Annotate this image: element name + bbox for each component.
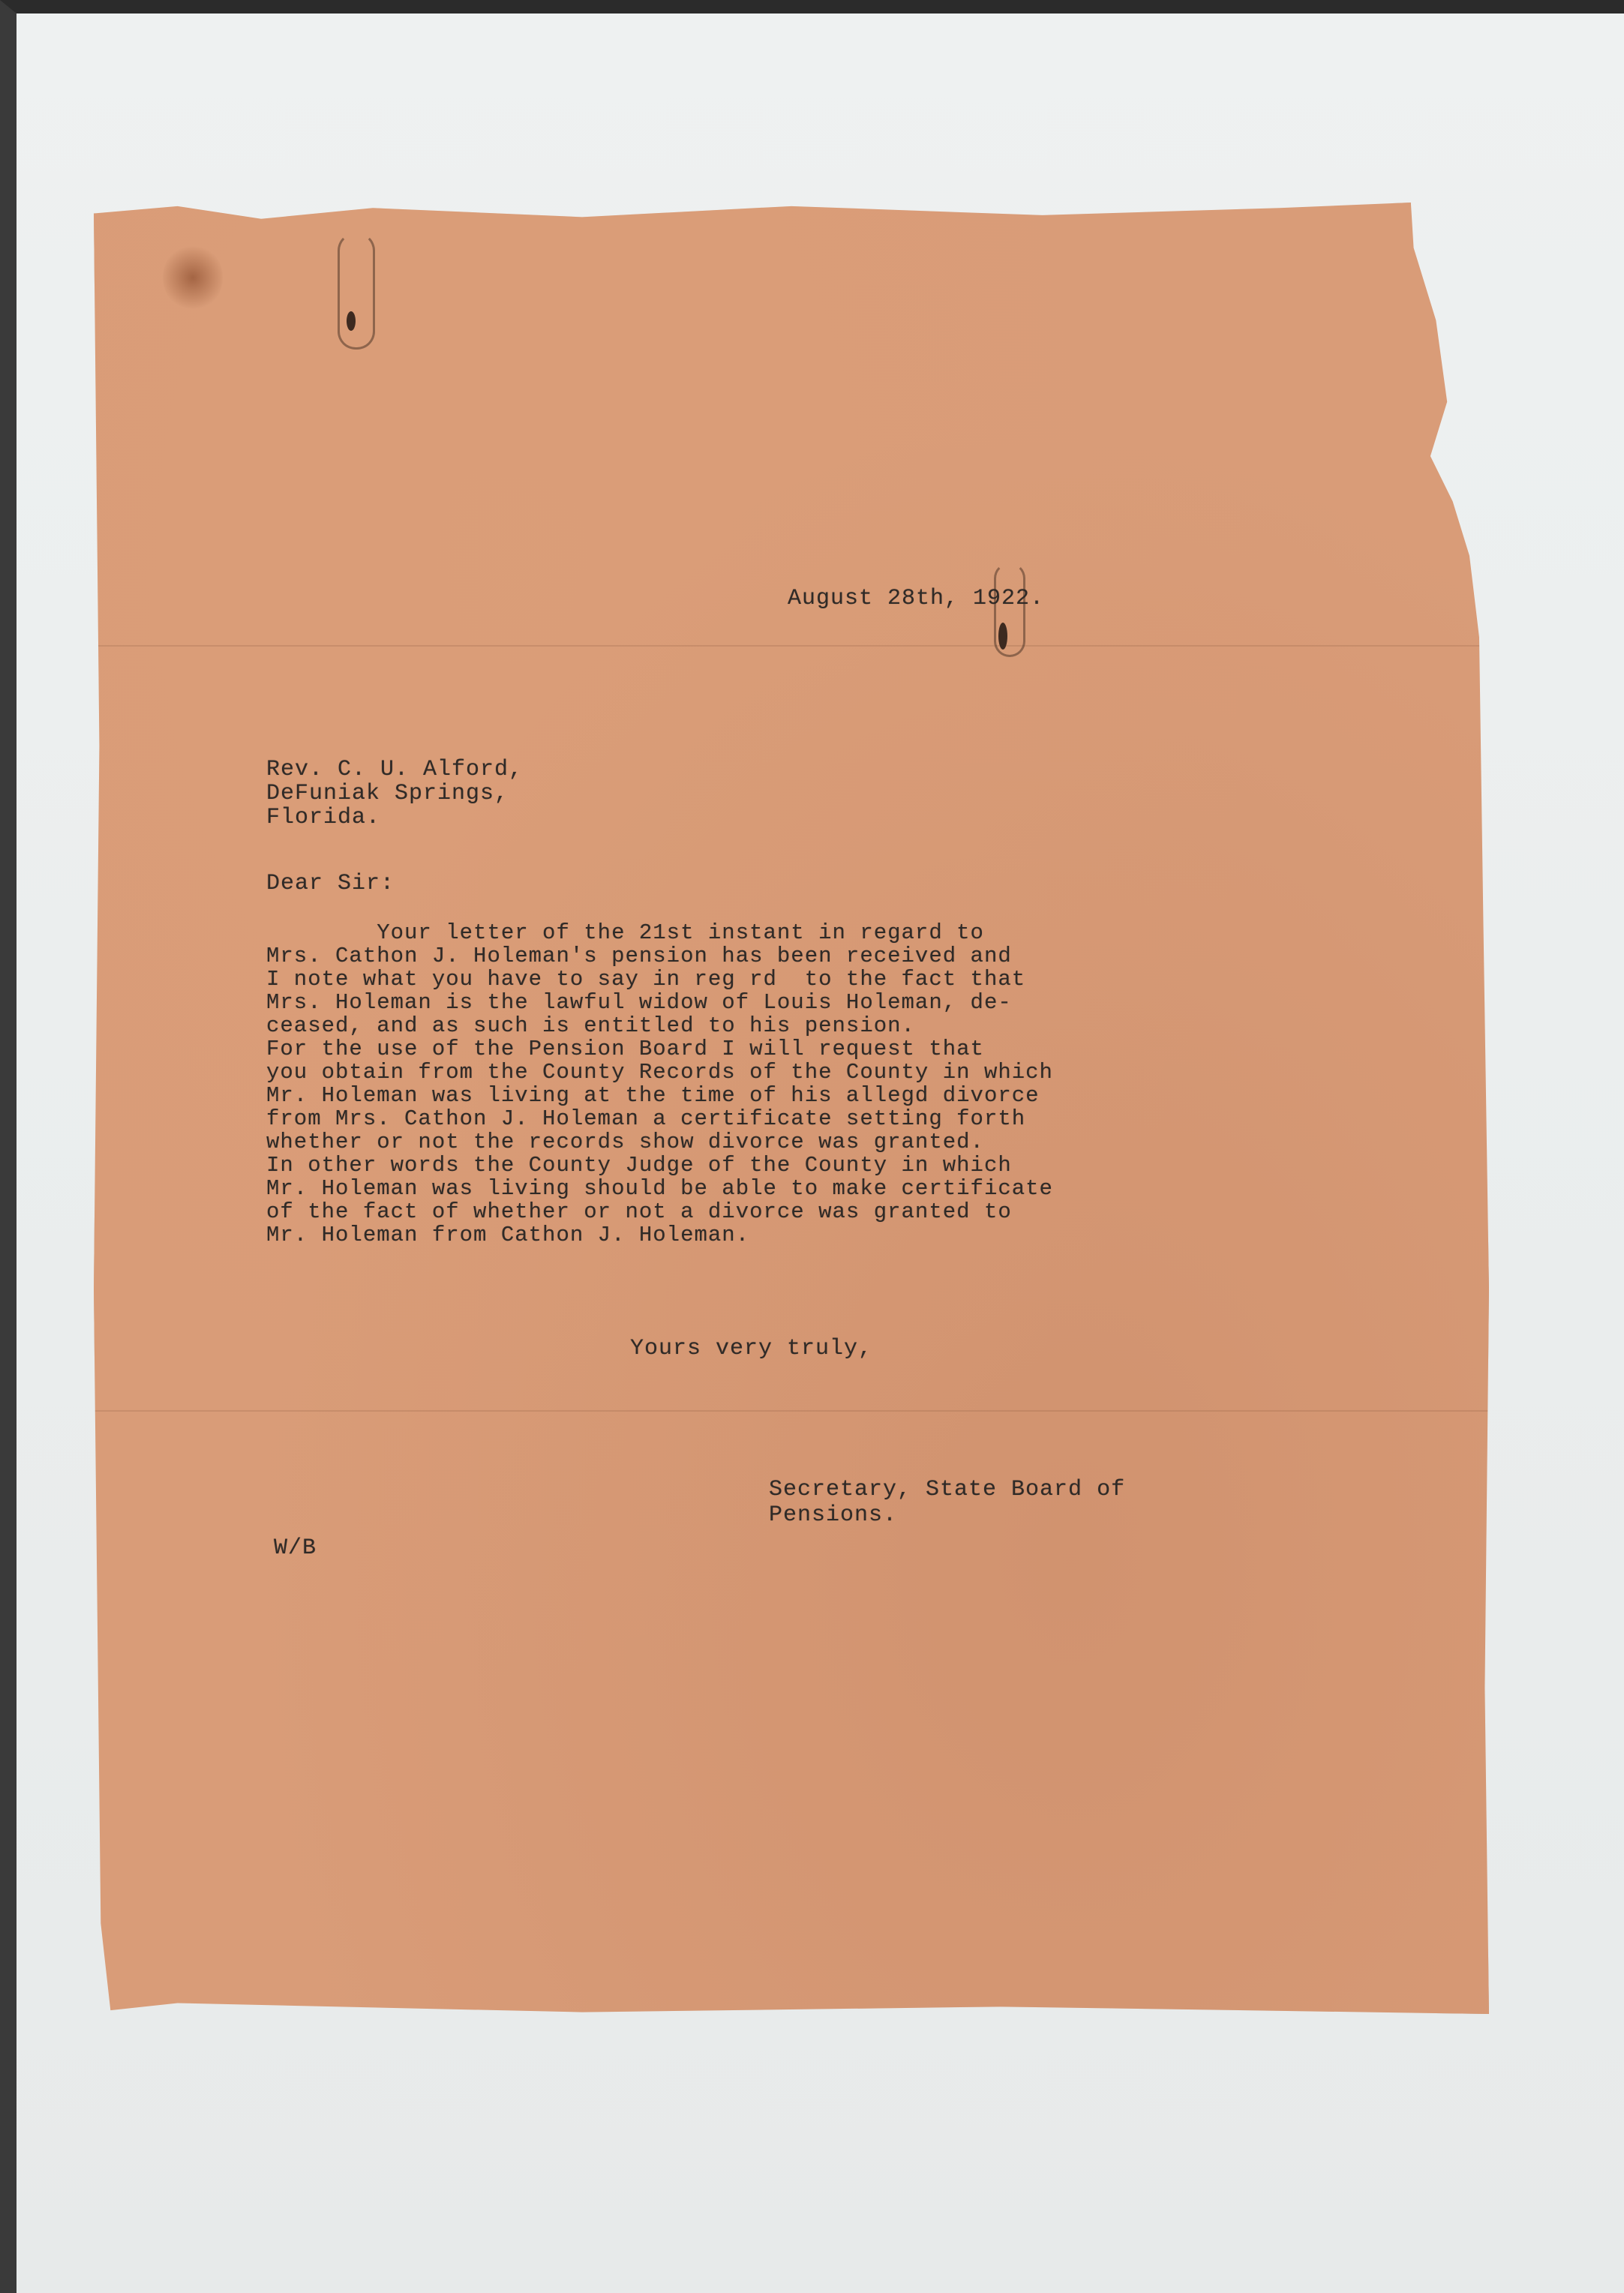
paper-fold [94,645,1489,647]
rust-stain [163,244,223,311]
signature-office: Pensions. [769,1502,898,1528]
body-line: ceased, and as such is entitled to his pension. [266,1013,915,1038]
body-line: For the use of the Pension Board I will request that [266,1037,984,1061]
recipient-name: Rev. C. U. Alford, [266,757,524,782]
signature-title: Secretary, State Board of [769,1477,1126,1502]
paperclip-mark [338,233,375,350]
recipient-city: DeFuniak Springs, [266,781,509,806]
body-line: Mr. Holeman was living at the time of his allegd divorce [266,1083,1040,1108]
salutation: Dear Sir: [266,871,395,896]
letter-date: August 28th, 1922. [788,586,1045,611]
body-line: Mr. Holeman was living should be able to make certificate [266,1176,1053,1201]
body-line: In other words the County Judge of the County in which [266,1153,1012,1178]
body-line: from Mrs. Cathon J. Holeman a certificate setting forth [266,1106,1026,1131]
body-line: I note what you have to say in reg rd to the fact that [266,967,1026,992]
body-line: Mrs. Holeman is the lawful widow of Louis Holeman, de- [266,990,1012,1015]
body-line: Mr. Holeman from Cathon J. Holeman. [266,1223,750,1247]
body-line: Mrs. Cathon J. Holeman's pension has been received and [266,944,1012,968]
body-line: of the fact of whether or not a divorce was granted to [266,1199,1012,1224]
body-line: Your letter of the 21st instant in regard to [266,920,984,945]
closing: Yours very truly, [630,1336,873,1361]
body-line: you obtain from the County Records of the County in which [266,1060,1053,1085]
recipient-state: Florida. [266,805,381,830]
body-line: whether or not the records show divorce was granted. [266,1130,984,1154]
typist-initials: W/B [274,1535,317,1561]
paper-fold [94,1410,1489,1412]
